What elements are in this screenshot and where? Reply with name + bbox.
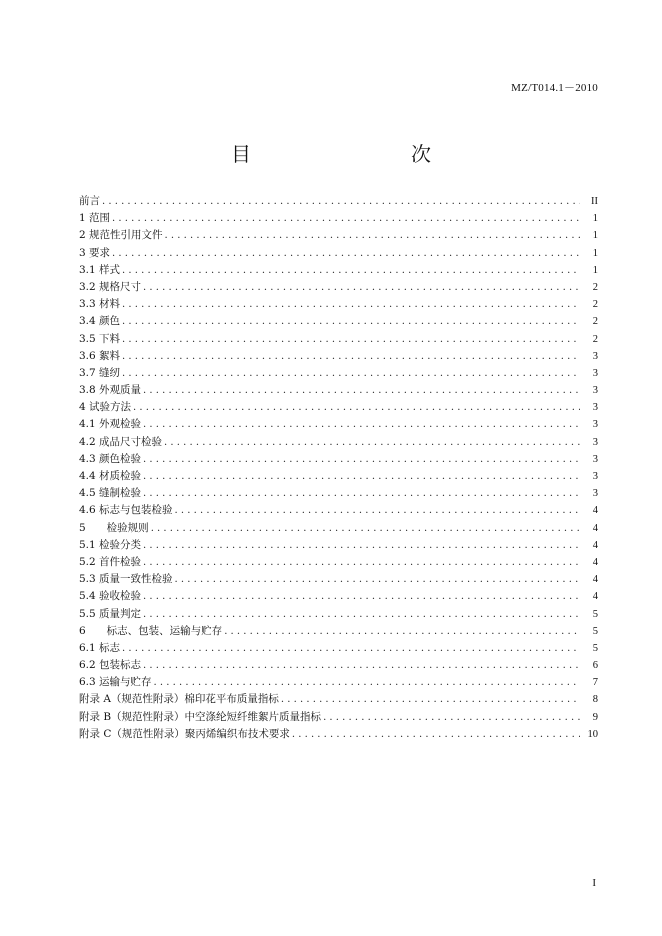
- toc-entry-label: 4.2 成品尺寸检验: [79, 435, 163, 448]
- toc-entry[interactable]: [79, 227, 598, 244]
- toc-entry[interactable]: [79, 571, 598, 588]
- toc-dot-leader: [143, 657, 580, 674]
- toc-dot-leader: [175, 571, 580, 588]
- toc-entry-label: 5.3 质量一致性检验: [79, 573, 173, 586]
- page-number: I: [592, 877, 596, 889]
- toc-entry-label: 6.2 包装标志: [79, 659, 142, 672]
- toc-entry[interactable]: [79, 691, 598, 708]
- toc-entry-page: 1: [592, 230, 598, 242]
- toc-dot-leader: [143, 537, 580, 554]
- toc-entry-page: 7: [592, 677, 598, 689]
- toc-dot-leader: [122, 262, 580, 279]
- toc-entry-label: 3.5 下料: [79, 332, 121, 345]
- toc-entry[interactable]: [79, 210, 598, 227]
- toc-entry[interactable]: [79, 279, 598, 296]
- toc-entry-label: 4.1 外观检验: [79, 418, 142, 431]
- toc-dot-leader: [165, 227, 580, 244]
- toc-dot-leader: [122, 296, 580, 313]
- toc-entry-label: 附录 A（规范性附录）棉印花平布质量指标: [79, 693, 279, 706]
- toc-entry-label: 前言: [79, 195, 100, 207]
- standard-code: MZ/T014.1－2010: [511, 82, 598, 94]
- toc-entry-label: 4 试验方法: [79, 401, 132, 414]
- toc-dot-leader: [143, 485, 580, 502]
- toc-entry-page: 6: [592, 660, 598, 672]
- toc-entry[interactable]: [79, 623, 598, 640]
- toc-dot-leader: [122, 331, 580, 348]
- toc-entry-page: 2: [592, 299, 598, 311]
- toc-dot-leader: [143, 468, 580, 485]
- toc-dot-leader: [164, 434, 580, 451]
- toc-entry-page: 2: [592, 281, 598, 293]
- toc-entry-label: 5.4 验收检验: [79, 590, 142, 603]
- toc-entry-page: 2: [592, 333, 598, 345]
- toc-entry-page: 3: [592, 367, 598, 379]
- toc-entry-page: 3: [592, 453, 598, 465]
- toc-entry[interactable]: [79, 485, 598, 502]
- toc-entry[interactable]: [79, 193, 598, 210]
- toc-entry[interactable]: [79, 365, 598, 382]
- toc-entry[interactable]: [79, 245, 598, 262]
- toc-entry[interactable]: [79, 606, 598, 623]
- toc-dot-leader: [224, 623, 580, 640]
- toc-entry[interactable]: [79, 709, 598, 726]
- toc-entry[interactable]: [79, 313, 598, 330]
- toc-dot-leader: [143, 588, 580, 605]
- toc-entry-label: 3 要求: [79, 246, 111, 259]
- toc-dot-leader: [154, 674, 580, 691]
- toc-entry-page: 9: [592, 711, 598, 723]
- toc-entry-label: 3.3 材料: [79, 298, 121, 311]
- toc-dot-leader: [292, 726, 580, 743]
- toc-entry-label: 附录 B（规范性附录）中空涤纶短纤维絮片质量指标: [79, 710, 322, 723]
- toc-dot-leader: [143, 416, 580, 433]
- toc-entry-page: 1: [592, 213, 598, 225]
- toc-entry-page: 2: [592, 316, 598, 328]
- toc-entry-page: 5: [592, 642, 598, 654]
- toc-entry-label: 2 规范性引用文件: [79, 229, 163, 242]
- toc-entry[interactable]: [79, 520, 598, 537]
- toc-entry-label: 6.1 标志: [79, 641, 121, 654]
- toc-entry[interactable]: [79, 502, 598, 519]
- toc-entry[interactable]: [79, 416, 598, 433]
- toc-dot-leader: [112, 245, 580, 262]
- toc-entry[interactable]: [79, 554, 598, 571]
- toc-entry-page: 3: [592, 402, 598, 414]
- toc-entry-page: 1: [592, 264, 598, 276]
- toc-entry-label: 5.2 首件检验: [79, 555, 142, 568]
- toc-entry-label: 5.1 检验分类: [79, 538, 142, 551]
- toc-entry[interactable]: [79, 262, 598, 279]
- toc-dot-leader: [122, 348, 580, 365]
- toc-entry[interactable]: [79, 537, 598, 554]
- toc-entry-page: 4: [592, 574, 598, 586]
- toc-entry-label: 6.3 运输与贮存: [79, 676, 152, 689]
- toc-dot-leader: [112, 210, 580, 227]
- toc-entry[interactable]: [79, 451, 598, 468]
- table-of-contents: [79, 193, 598, 743]
- toc-dot-leader: [143, 382, 580, 399]
- toc-entry-page: 5: [592, 608, 598, 620]
- toc-dot-leader: [143, 606, 580, 623]
- toc-entry-page: 1: [592, 247, 598, 259]
- toc-entry-page: 3: [592, 385, 598, 397]
- toc-dot-leader: [102, 193, 580, 210]
- toc-entry-page: 3: [592, 419, 598, 431]
- toc-entry-page: 5: [592, 625, 598, 637]
- toc-dot-leader: [122, 365, 580, 382]
- toc-entry-page: II: [591, 196, 598, 207]
- toc-entry-page: 3: [592, 488, 598, 500]
- toc-dot-leader: [122, 313, 580, 330]
- toc-dot-leader: [143, 279, 580, 296]
- toc-entry[interactable]: [79, 726, 598, 743]
- toc-entry-label: 3.2 规格尺寸: [79, 280, 142, 293]
- toc-entry[interactable]: [79, 434, 598, 451]
- toc-entry-label: 4.5 缝制检验: [79, 487, 142, 500]
- toc-entry[interactable]: [79, 468, 598, 485]
- toc-entry-label: 5 检验规则: [79, 521, 149, 534]
- toc-dot-leader: [151, 520, 580, 537]
- toc-entry-label: 1 范围: [79, 212, 111, 225]
- toc-entry-label: 3.7 缝纫: [79, 366, 121, 379]
- toc-entry[interactable]: [79, 296, 598, 313]
- toc-entry[interactable]: [79, 331, 598, 348]
- toc-dot-leader: [281, 691, 580, 708]
- toc-entry[interactable]: [79, 399, 598, 416]
- toc-entry-label: 附录 C（规范性附录）聚丙烯编织布技术要求: [79, 727, 290, 740]
- toc-entry-page: 4: [592, 505, 598, 517]
- toc-dot-leader: [175, 502, 580, 519]
- toc-entry-label: 4.6 标志与包装检验: [79, 504, 173, 517]
- toc-entry[interactable]: [79, 382, 598, 399]
- toc-entry-label: 3.8 外观质量: [79, 384, 142, 397]
- toc-dot-leader: [133, 399, 580, 416]
- toc-entry[interactable]: [79, 588, 598, 605]
- toc-dot-leader: [122, 640, 580, 657]
- toc-entry-label: 3.4 颜色: [79, 315, 121, 328]
- toc-entry-page: 10: [587, 728, 598, 740]
- toc-entry-page: 3: [592, 471, 598, 482]
- toc-entry-label: 3.1 样式: [79, 263, 121, 276]
- toc-entry[interactable]: [79, 657, 598, 674]
- page-title: 目 次: [231, 142, 471, 166]
- toc-entry-page: 4: [592, 591, 598, 603]
- toc-entry-label: 4.4 材质检验: [79, 470, 142, 482]
- toc-entry[interactable]: [79, 674, 598, 691]
- toc-entry-page: 4: [592, 556, 598, 568]
- toc-entry-page: 3: [592, 436, 598, 448]
- toc-entry-page: 8: [592, 694, 598, 706]
- toc-dot-leader: [143, 554, 580, 571]
- toc-entry-label: 3.6 絮料: [79, 349, 121, 362]
- toc-entry[interactable]: [79, 348, 598, 365]
- toc-entry-label: 6 标志、包装、运输与贮存: [79, 624, 223, 637]
- toc-entry-label: 5.5 质量判定: [79, 607, 142, 620]
- toc-entry-page: 4: [592, 522, 598, 534]
- toc-entry-page: 3: [592, 350, 598, 362]
- toc-dot-leader: [143, 451, 580, 468]
- toc-entry[interactable]: [79, 640, 598, 657]
- toc-entry-label: 4.3 颜色检验: [79, 452, 142, 465]
- toc-entry-page: 4: [592, 539, 598, 551]
- toc-dot-leader: [323, 709, 580, 726]
